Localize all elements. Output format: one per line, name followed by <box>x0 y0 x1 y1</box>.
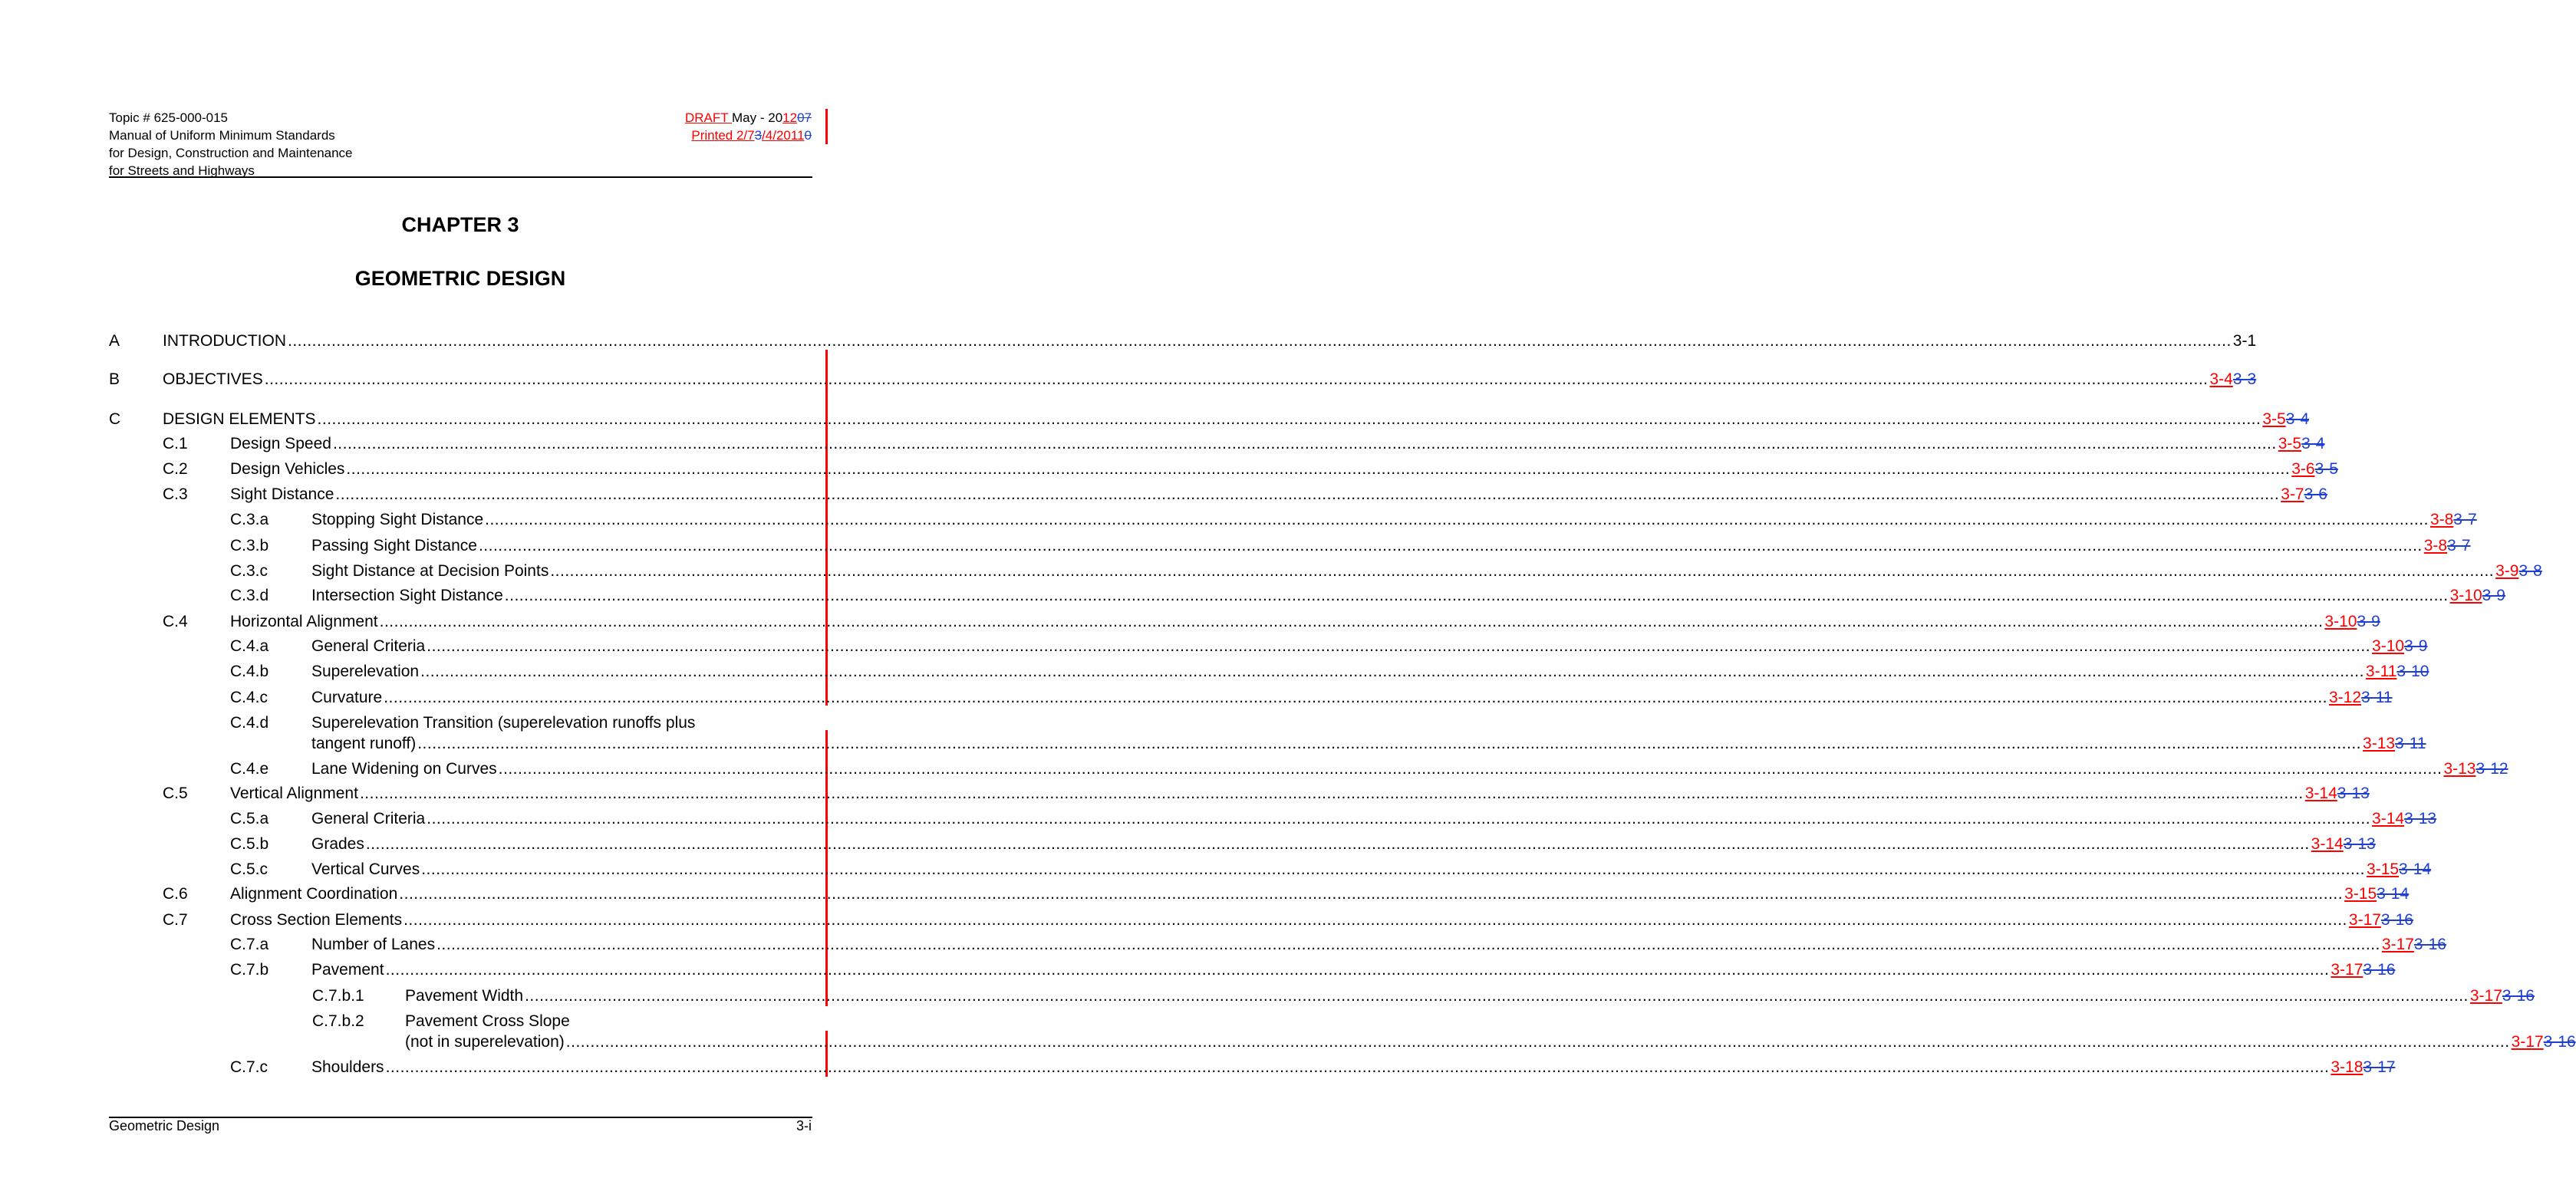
toc-section-number: C.5.a <box>230 810 269 827</box>
page-number-deleted: 3-3 <box>2232 370 2257 388</box>
page-number-deleted: 3-4 <box>2285 410 2310 428</box>
toc-section-number: C.7.a <box>230 936 269 953</box>
toc-entry[interactable] <box>109 482 2327 507</box>
page-number-deleted: 3-14 <box>2377 885 2410 903</box>
page-number-revised: 3-8 <box>2429 511 2454 528</box>
page-number-deleted: 3-9 <box>2404 637 2428 655</box>
page-number-deleted: 3-17 <box>2363 1058 2396 1076</box>
dot-leader: ................................................................................................................................................................................................................................................................................................................................................................................................................ <box>288 332 2232 350</box>
toc-page-number[interactable] <box>2329 685 2393 710</box>
page-number-revised: 3-8 <box>2423 537 2448 554</box>
table-of-contents <box>109 0 2576 1191</box>
dot-leader: ................................................................................................................................................................................................................................................................................................................................................................................................................ <box>332 435 2277 452</box>
toc-section-title: INTRODUCTION <box>163 332 286 350</box>
page-number-deleted: 3-14 <box>2399 860 2432 878</box>
toc-section-number: C.7.b <box>230 961 269 979</box>
toc-section-number: C.1 <box>163 435 188 452</box>
toc-page-number[interactable] <box>2210 367 2257 392</box>
page-number-revised: 3-14 <box>2304 785 2337 802</box>
toc-entry[interactable] <box>109 659 2429 684</box>
toc-entry[interactable] <box>109 831 2376 857</box>
toc-title-leader <box>311 533 2471 558</box>
toc-page-number[interactable] <box>2512 1029 2576 1054</box>
dot-leader: ................................................................................................................................................................................................................................................................................................................................................................................................................ <box>427 810 2371 827</box>
footer-page-number: 3-i <box>796 1118 812 1133</box>
toc-section-number: C.2 <box>163 460 188 478</box>
subject-title: GEOMETRIC DESIGN <box>354 267 566 290</box>
toc-page-number[interactable] <box>2470 983 2535 1008</box>
toc-section-number: C.6 <box>163 885 188 903</box>
toc-section-number: C.7 <box>163 911 188 929</box>
dot-leader: ................................................................................................................................................................................................................................................................................................................................................................................................................ <box>404 911 2347 929</box>
toc-section-title: OBJECTIVES <box>163 370 263 388</box>
toc-entry[interactable] <box>109 328 2257 354</box>
toc-title-leader <box>311 685 2393 710</box>
toc-section-number: C.4.c <box>230 689 268 706</box>
dot-leader: ................................................................................................................................................................................................................................................................................................................................................................................................................ <box>525 987 2469 1005</box>
toc-entry[interactable] <box>109 983 2535 1008</box>
manual-title-line: for Design, Construction and Maintenance <box>109 146 353 160</box>
toc-title-leader <box>230 456 2338 482</box>
dot-leader: ................................................................................................................................................................................................................................................................................................................................................................................................................ <box>346 460 2291 478</box>
toc-section-title: Design Speed <box>230 435 331 452</box>
toc-entry[interactable] <box>109 685 2393 710</box>
toc-page-number[interactable] <box>2372 633 2427 659</box>
toc-title-leader <box>311 857 2432 882</box>
toc-section-title: Design Vehicles <box>230 460 345 478</box>
toc-title-leader <box>230 431 2325 456</box>
toc-section-number: C.5 <box>163 785 188 802</box>
printed-date: Printed 2/73/4/20110 <box>691 128 812 143</box>
dot-leader: ................................................................................................................................................................................................................................................................................................................................................................................................................ <box>504 587 2449 604</box>
toc-title-leader <box>311 806 2437 831</box>
toc-title-leader <box>230 907 2413 933</box>
toc-section-title: Passing Sight Distance <box>311 537 477 554</box>
toc-entry[interactable] <box>109 406 2310 432</box>
footer-section-name: Geometric Design <box>109 1118 220 1133</box>
toc-section-number: C.7.b.2 <box>312 1012 364 1030</box>
page-number-revised: 3-12 <box>2329 689 2362 706</box>
toc-entry[interactable] <box>109 756 2508 781</box>
dot-leader: ................................................................................................................................................................................................................................................................................................................................................................................................................ <box>498 760 2443 778</box>
chapter-title: CHAPTER 3 <box>401 213 519 236</box>
dot-leader: ................................................................................................................................................................................................................................................................................................................................................................................................................ <box>478 537 2423 554</box>
toc-section-title: Sight Distance at Decision Points <box>311 562 549 580</box>
page-number-revised: 3-14 <box>2372 810 2405 827</box>
toc-section-title: Pavement <box>311 961 384 979</box>
toc-entry[interactable] <box>109 558 2542 584</box>
toc-title-leader <box>405 1029 2576 1054</box>
dot-leader: ................................................................................................................................................................................................................................................................................................................................................................................................................ <box>420 663 2364 680</box>
page-number-revised: 3-10 <box>2449 587 2482 604</box>
page-number-revised: 3-13 <box>2443 760 2476 778</box>
toc-page-number[interactable] <box>2344 881 2409 906</box>
toc-entry[interactable] <box>109 507 2477 532</box>
toc-section-number: B <box>109 370 120 388</box>
toc-page-number[interactable] <box>2363 731 2426 756</box>
toc-section-number: C.4.d <box>230 714 269 732</box>
toc-page-number[interactable] <box>2331 1054 2395 1080</box>
toc-section-number: C.4.a <box>230 637 269 655</box>
dot-leader: ................................................................................................................................................................................................................................................................................................................................................................................................................ <box>385 1058 2330 1076</box>
toc-section-number: C.5.b <box>230 835 269 853</box>
toc-title-leader <box>230 781 2370 806</box>
toc-section-title: (not in superelevation) <box>405 1033 565 1051</box>
page-number-revised: 3-17 <box>2511 1033 2544 1051</box>
toc-title-leader <box>163 406 2310 432</box>
toc-section-title: Grades <box>311 835 364 853</box>
toc-section-title: Alignment Coordination <box>230 885 398 903</box>
page-number-deleted: 3-16 <box>2413 936 2446 953</box>
toc-page-number[interactable] <box>2382 932 2446 957</box>
toc-section-title: Superelevation Transition (superelevation runoffs plus <box>311 714 696 732</box>
toc-page-number[interactable] <box>2372 806 2436 831</box>
page-number-deleted: 3-10 <box>2396 663 2429 680</box>
dot-leader: ................................................................................................................................................................................................................................................................................................................................................................................................................ <box>264 370 2209 388</box>
toc-page-number[interactable] <box>2262 406 2309 432</box>
dot-leader: ................................................................................................................................................................................................................................................................................................................................................................................................................ <box>317 410 2261 428</box>
toc-page-number[interactable] <box>2424 533 2471 558</box>
dot-leader: ................................................................................................................................................................................................................................................................................................................................................................................................................ <box>359 785 2304 802</box>
page-number-revised: 3-13 <box>2363 735 2396 752</box>
toc-title-leader <box>405 983 2535 1008</box>
toc-page-number[interactable] <box>2450 583 2505 608</box>
dot-leader: ................................................................................................................................................................................................................................................................................................................................................................................................................ <box>379 613 2324 630</box>
toc-entry[interactable] <box>109 1054 2396 1080</box>
page-number-revised: 3-10 <box>2324 613 2357 630</box>
manual-title-line: for Streets and Highways <box>109 163 255 178</box>
toc-title-leader <box>230 482 2327 507</box>
toc-page-number[interactable] <box>2430 507 2477 532</box>
toc-page-number[interactable] <box>2367 857 2431 882</box>
page-number-revised: 3-9 <box>2495 562 2519 580</box>
toc-page-number[interactable] <box>2233 328 2256 354</box>
page-number-revised: 3-17 <box>2381 936 2414 953</box>
toc-section-title: Lane Widening on Curves <box>311 760 497 778</box>
toc-entry[interactable] <box>109 957 2396 982</box>
toc-section-number: C.3.b <box>230 537 269 554</box>
page-number-revised: 3-15 <box>2344 885 2377 903</box>
dot-leader: ................................................................................................................................................................................................................................................................................................................................................................................................................ <box>485 511 2429 528</box>
toc-section-number: C.3.d <box>230 587 269 604</box>
toc-page-number[interactable] <box>2278 431 2325 456</box>
toc-section-title: General Criteria <box>311 637 426 655</box>
toc-page-number[interactable] <box>2311 831 2376 857</box>
toc-section-title: Number of Lanes <box>311 936 436 953</box>
toc-section-number: C.4.b <box>230 663 269 680</box>
toc-title-leader <box>230 609 2380 634</box>
toc-section-number: C.7.c <box>230 1058 268 1076</box>
dot-leader: ................................................................................................................................................................................................................................................................................................................................................................................................................ <box>421 860 2366 878</box>
toc-section-number: C <box>109 410 121 428</box>
toc-entry[interactable] <box>109 633 2428 659</box>
dot-leader: ................................................................................................................................................................................................................................................................................................................................................................................................................ <box>565 1033 2510 1051</box>
page-number-deleted: 3-7 <box>2447 537 2471 554</box>
toc-section-number: C.7.b.1 <box>312 987 364 1005</box>
toc-entry-continuation[interactable] <box>109 1029 2576 1054</box>
toc-section-title: Vertical Curves <box>311 860 420 878</box>
toc-entry[interactable] <box>109 583 2505 608</box>
toc-page-number[interactable] <box>2331 957 2395 982</box>
toc-section-title: Superelevation <box>311 663 420 680</box>
toc-section-title: Shoulders <box>311 1058 384 1076</box>
toc-title-leader <box>311 558 2542 584</box>
page-number-revised: 3-17 <box>2331 961 2364 979</box>
toc-title-leader <box>163 328 2257 354</box>
page-number-revised: 3-10 <box>2372 637 2405 655</box>
page-number-deleted: 3-12 <box>2476 760 2508 778</box>
toc-page-number[interactable] <box>2281 482 2327 507</box>
toc-page-number[interactable] <box>2324 609 2380 634</box>
toc-title-leader <box>311 756 2508 781</box>
page-number-revised: 3-18 <box>2331 1058 2364 1076</box>
topic-number: Topic # 625-000-015 <box>109 110 229 125</box>
toc-page-number[interactable] <box>2291 456 2338 482</box>
toc-title-leader <box>311 831 2376 857</box>
dot-leader: ................................................................................................................................................................................................................................................................................................................................................................................................................ <box>399 885 2344 903</box>
toc-section-number: C.4.e <box>230 760 269 778</box>
toc-section-title: Pavement Cross Slope <box>405 1012 570 1030</box>
toc-page-number[interactable] <box>2305 781 2370 806</box>
toc-section-number: C.4 <box>163 613 188 630</box>
page-number-deleted: 3-4 <box>2301 435 2325 452</box>
toc-section-title: tangent runoff) <box>311 735 417 752</box>
draft-date: DRAFT May - 201207 <box>684 110 812 125</box>
toc-entry-continuation[interactable] <box>109 731 2426 756</box>
toc-section-number: C.3 <box>163 485 188 503</box>
page-number-deleted: 3-5 <box>2314 460 2338 478</box>
page-number-deleted: 3-11 <box>2361 689 2393 706</box>
dot-leader: ................................................................................................................................................................................................................................................................................................................................................................................................................ <box>385 961 2330 979</box>
page-number-deleted: 3-16 <box>2363 961 2396 979</box>
toc-section-title: Horizontal Alignment <box>230 613 378 630</box>
manual-title-line: Manual of Uniform Minimum Standards <box>109 128 335 143</box>
toc-title-leader <box>311 731 2426 756</box>
dot-leader: ................................................................................................................................................................................................................................................................................................................................................................................................................ <box>427 637 2371 655</box>
page-number-revised: 3-1 <box>2232 332 2257 350</box>
toc-title-leader <box>311 957 2396 982</box>
toc-title-leader <box>311 1054 2396 1080</box>
page-number-deleted: 3-16 <box>2502 987 2535 1005</box>
page-number-revised: 3-5 <box>2262 410 2286 428</box>
page-number-deleted: 3-7 <box>2453 511 2477 528</box>
dot-leader: ................................................................................................................................................................................................................................................................................................................................................................................................................ <box>365 835 2310 853</box>
page-number-revised: 3-15 <box>2367 860 2400 878</box>
toc-section-title: Stopping Sight Distance <box>311 511 484 528</box>
toc-section-title: Intersection Sight Distance <box>311 587 503 604</box>
toc-page-number[interactable] <box>2349 907 2413 933</box>
page-number-deleted: 3-16 <box>2543 1033 2576 1051</box>
page-number-revised: 3-11 <box>2365 663 2397 680</box>
toc-section-title: Sight Distance <box>230 485 334 503</box>
toc-entry[interactable] <box>109 857 2432 882</box>
toc-section-title: Curvature <box>311 689 383 706</box>
toc-entry[interactable] <box>109 609 2380 634</box>
page-number-revised: 3-17 <box>2469 987 2502 1005</box>
toc-entry[interactable] <box>109 367 2257 392</box>
page-number-revised: 3-14 <box>2311 835 2344 853</box>
page-number-revised: 3-4 <box>2209 370 2233 388</box>
page-number-deleted: 3-8 <box>2518 562 2542 580</box>
toc-page-number[interactable] <box>2495 558 2542 584</box>
toc-section-title: DESIGN ELEMENTS <box>163 410 316 428</box>
page-number-deleted: 3-11 <box>2395 735 2426 752</box>
toc-entry[interactable] <box>109 907 2413 933</box>
toc-section-title: General Criteria <box>311 810 426 827</box>
dot-leader: ................................................................................................................................................................................................................................................................................................................................................................................................................ <box>384 689 2327 706</box>
toc-section-number: C.3.c <box>230 562 268 580</box>
page-number-revised: 3-7 <box>2281 485 2304 503</box>
toc-title-leader <box>163 367 2257 392</box>
dot-leader: ................................................................................................................................................................................................................................................................................................................................................................................................................ <box>417 735 2362 752</box>
toc-title-leader <box>311 633 2428 659</box>
page-number-revised: 3-6 <box>2291 460 2315 478</box>
toc-section-title: Vertical Alignment <box>230 785 358 802</box>
toc-title-leader <box>311 507 2477 532</box>
page-number-deleted: 3-16 <box>2380 911 2413 929</box>
toc-section-number: C.5.c <box>230 860 268 878</box>
page-number-revised: 3-5 <box>2278 435 2302 452</box>
dot-leader: ................................................................................................................................................................................................................................................................................................................................................................................................................ <box>550 562 2495 580</box>
toc-entry[interactable] <box>109 781 2370 806</box>
toc-section-number: C.3.a <box>230 511 269 528</box>
change-bar <box>825 109 828 144</box>
page-number-deleted: 3-13 <box>2343 835 2376 853</box>
page-number-deleted: 3-9 <box>2482 587 2505 604</box>
toc-title-leader <box>230 881 2410 906</box>
toc-entry[interactable] <box>109 456 2338 482</box>
page-number-revised: 3-17 <box>2348 911 2381 929</box>
toc-entry[interactable] <box>109 431 2325 456</box>
toc-entry[interactable] <box>109 533 2471 558</box>
toc-page-number[interactable] <box>2443 756 2508 781</box>
toc-title-leader <box>311 583 2505 608</box>
toc-page-number[interactable] <box>2366 659 2429 684</box>
dot-leader: ................................................................................................................................................................................................................................................................................................................................................................................................................ <box>335 485 2280 503</box>
toc-title-leader <box>311 932 2446 957</box>
toc-entry[interactable] <box>109 806 2437 831</box>
toc-title-leader <box>311 659 2429 684</box>
page-number-deleted: 3-13 <box>2337 785 2370 802</box>
toc-section-title: Cross Section Elements <box>230 911 403 929</box>
toc-section-number: A <box>109 332 120 350</box>
toc-section-title: Pavement Width <box>405 987 524 1005</box>
toc-entry[interactable] <box>109 932 2446 957</box>
page-number-deleted: 3-13 <box>2404 810 2437 827</box>
page-number-deleted: 3-6 <box>2304 485 2327 503</box>
page-number-deleted: 3-9 <box>2357 613 2380 630</box>
toc-entry[interactable] <box>109 881 2410 906</box>
dot-leader: ................................................................................................................................................................................................................................................................................................................................................................................................................ <box>436 936 2380 953</box>
